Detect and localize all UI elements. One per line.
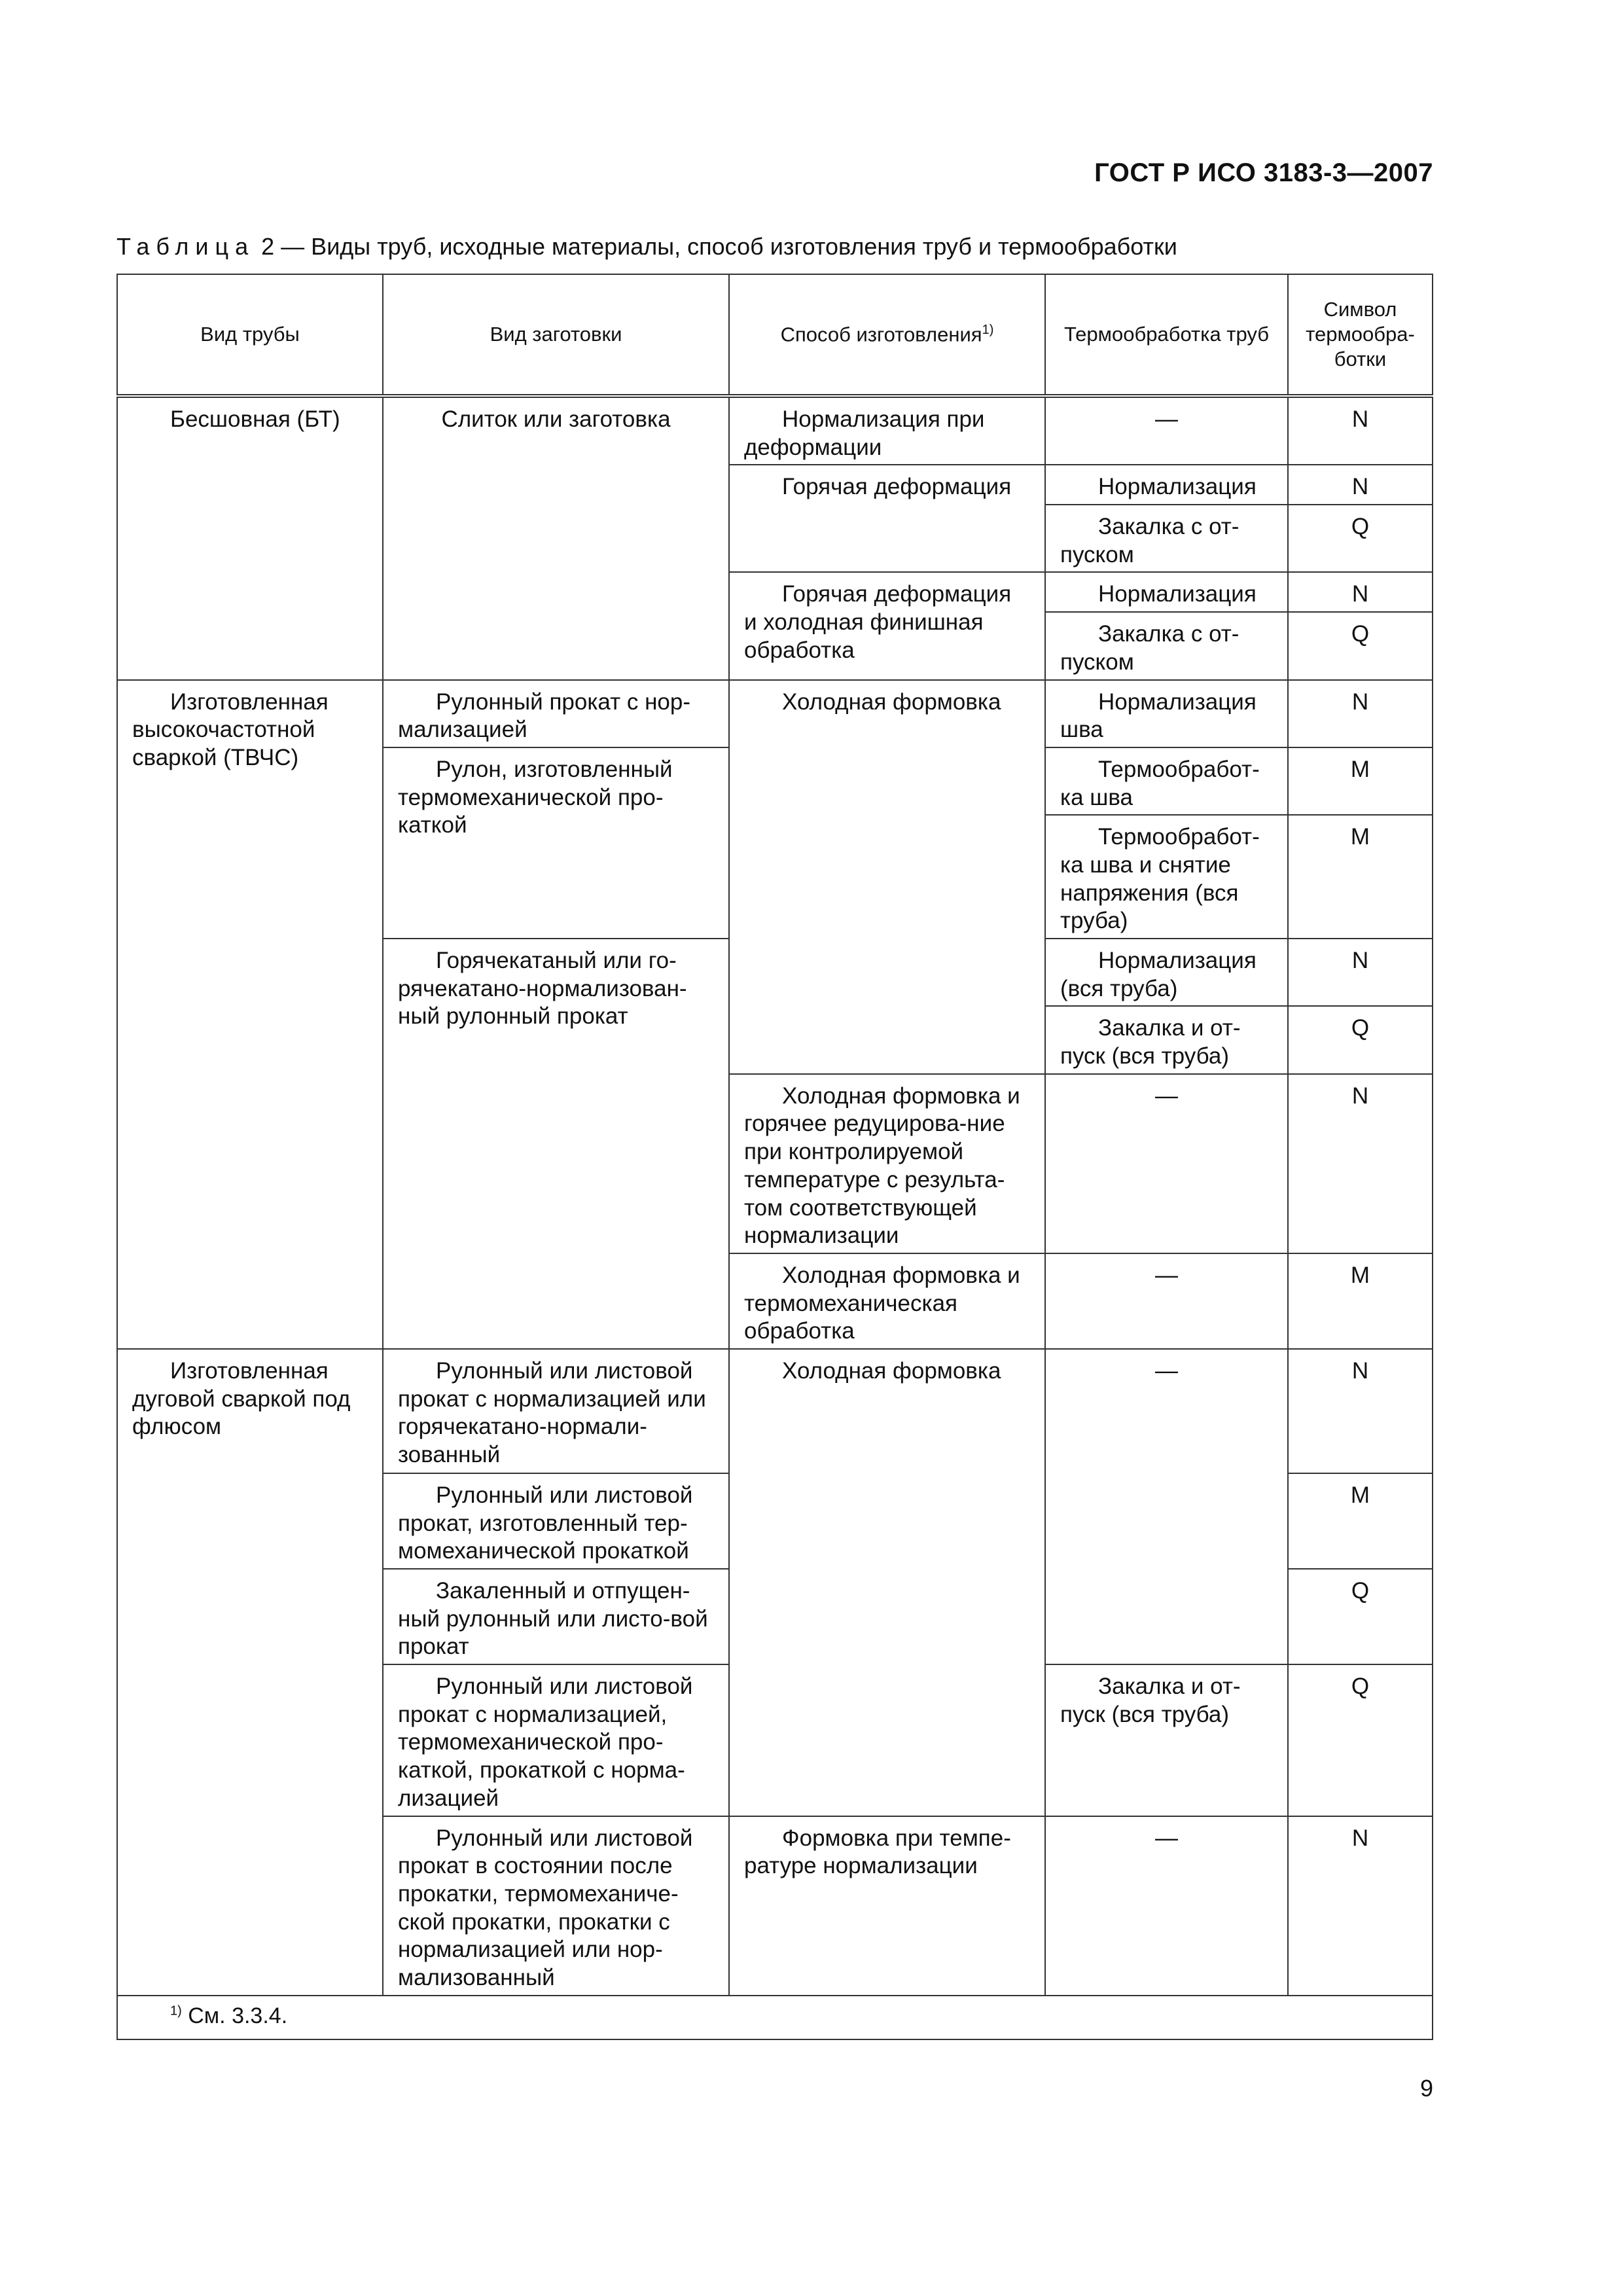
cell-blank-type: Закаленный и отпущен-ный рулонный или листо-вой прокат bbox=[383, 1569, 729, 1664]
column-header-pipe-type: Вид трубы bbox=[117, 274, 383, 396]
table-row bbox=[117, 1349, 1433, 1473]
cell-heat-treatment: Нормализация шва bbox=[1045, 680, 1288, 747]
cell-pipe-type: Бесшовная (БТ) bbox=[117, 396, 383, 680]
page-number: 9 bbox=[1419, 2075, 1433, 2102]
cell-heat-treatment: Закалка и от-пуск (вся труба) bbox=[1045, 1006, 1288, 1073]
cell-symbol: N bbox=[1288, 1074, 1433, 1253]
cell-symbol: N bbox=[1288, 680, 1433, 747]
cell-heat-treatment: — bbox=[1045, 1349, 1288, 1664]
cell-blank-type: Рулонный или листовой прокат, изготовленный тер-момеханической прокаткой bbox=[383, 1473, 729, 1569]
cell-heat-treatment: — bbox=[1045, 396, 1288, 465]
cell-heat-treatment: — bbox=[1045, 1816, 1288, 1996]
column-header-method bbox=[729, 274, 1045, 396]
footnote-mark: 1) bbox=[170, 2003, 182, 2018]
column-header-heat-treatment: Термообработка труб bbox=[1045, 274, 1288, 396]
cell-blank-type: Рулонный или листовой прокат в состоянии после прокатки, термомеханиче-ской прокатки, прокатки с нормализацией или нор-мализованный bbox=[383, 1816, 729, 1996]
table-caption-label: Таблица bbox=[116, 233, 255, 260]
cell-heat-treatment: Закалка с от-пуском bbox=[1045, 612, 1288, 679]
cell-symbol: Q bbox=[1288, 612, 1433, 679]
document-standard-header: ГОСТ Р ИСО 3183-3—2007 bbox=[1094, 158, 1433, 187]
cell-symbol: N bbox=[1288, 465, 1433, 505]
cell-symbol: Q bbox=[1288, 1569, 1433, 1664]
cell-blank-type: Горячекатаный или го-рячекатано-нормализован-ный рулонный прокат bbox=[383, 939, 729, 1349]
cell-heat-treatment: Термообработ-ка шва bbox=[1045, 747, 1288, 815]
cell-blank-type: Рулонный или листовой прокат с нормализацией, термомеханической про-каткой, прокаткой с норма-лизацией bbox=[383, 1664, 729, 1816]
cell-symbol: N bbox=[1288, 1349, 1433, 1473]
column-header-symbol: Символ термообра-ботки bbox=[1288, 274, 1433, 396]
cell-method: Холодная формовка и термомеханическая обработка bbox=[729, 1253, 1045, 1349]
cell-heat-treatment: Закалка и от-пуск (вся труба) bbox=[1045, 1664, 1288, 1816]
cell-symbol: N bbox=[1288, 939, 1433, 1006]
footnote-text: См. 3.3.4. bbox=[188, 2003, 288, 2028]
cell-pipe-type: Изготовленная высокочастотной сваркой (ТВЧС) bbox=[117, 680, 383, 1349]
cell-heat-treatment: Нормализация bbox=[1045, 572, 1288, 612]
cell-pipe-type: Изготовленная дуговой сваркой под флюсом bbox=[117, 1349, 383, 1996]
cell-heat-treatment: Закалка с от-пуском bbox=[1045, 505, 1288, 572]
cell-heat-treatment: Нормализация bbox=[1045, 465, 1288, 505]
cell-method: Формовка при темпе-ратуре нормализации bbox=[729, 1816, 1045, 1996]
table-row bbox=[117, 680, 1433, 747]
table-footnote-row bbox=[117, 1996, 1433, 2039]
cell-blank-type: Рулонный прокат с нор-мализацией bbox=[383, 680, 729, 747]
cell-method: Холодная формовка bbox=[729, 680, 1045, 1074]
cell-blank-type: Рулон, изготовленный термомеханической про-каткой bbox=[383, 747, 729, 939]
pipe-types-table bbox=[116, 274, 1433, 2040]
table-caption bbox=[116, 233, 1177, 260]
cell-method: Горячая деформация bbox=[729, 465, 1045, 572]
cell-symbol: Q bbox=[1288, 1664, 1433, 1816]
cell-heat-treatment: Термообработ-ка шва и снятие напряжения (вся труба) bbox=[1045, 815, 1288, 939]
cell-symbol: M bbox=[1288, 747, 1433, 815]
table-footnote bbox=[117, 1996, 1433, 2039]
footnote-ref: 1) bbox=[982, 322, 994, 337]
column-header-blank-type: Вид заготовки bbox=[383, 274, 729, 396]
cell-heat-treatment: — bbox=[1045, 1074, 1288, 1253]
cell-symbol: N bbox=[1288, 1816, 1433, 1996]
cell-blank-type: Рулонный или листовой прокат с нормализацией или горячекатано-нормали-зованный bbox=[383, 1349, 729, 1473]
cell-symbol: Q bbox=[1288, 505, 1433, 572]
cell-symbol: N bbox=[1288, 396, 1433, 465]
table-header-row bbox=[117, 274, 1433, 396]
table-row bbox=[117, 396, 1433, 465]
cell-method: Горячая деформация и холодная финишная обработка bbox=[729, 572, 1045, 679]
cell-symbol: M bbox=[1288, 1253, 1433, 1349]
cell-symbol: Q bbox=[1288, 1006, 1433, 1073]
cell-symbol: N bbox=[1288, 572, 1433, 612]
cell-symbol: M bbox=[1288, 1473, 1433, 1569]
table-caption-text: 2 — Виды труб, исходные материалы, способ изготовления труб и термообработки bbox=[255, 233, 1177, 260]
cell-symbol: M bbox=[1288, 815, 1433, 939]
cell-method: Холодная формовка bbox=[729, 1349, 1045, 1816]
column-header-method-text: Способ изготовления bbox=[780, 323, 982, 346]
cell-method: Нормализация при деформации bbox=[729, 396, 1045, 465]
cell-heat-treatment: — bbox=[1045, 1253, 1288, 1349]
cell-blank-type: Слиток или заготовка bbox=[383, 396, 729, 680]
cell-method: Холодная формовка и горячее редуцирова-ние при контролируемой температуре с результа-том соответствующей нормализации bbox=[729, 1074, 1045, 1253]
cell-heat-treatment: Нормализация (вся труба) bbox=[1045, 939, 1288, 1006]
